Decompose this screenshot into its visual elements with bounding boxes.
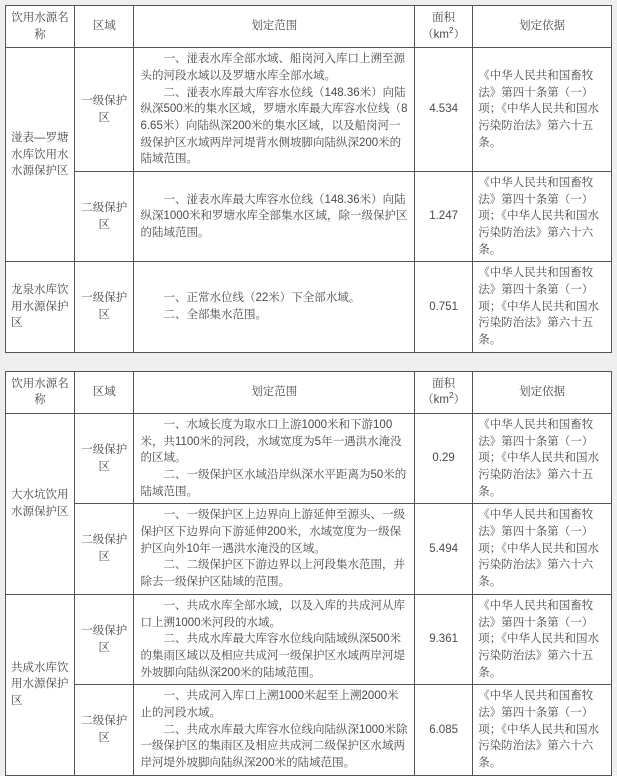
scope-paragraph: 一、一级保护区上边界向上游延伸至源头、一级保护区下边界向下游延伸200米，水域宽度为一级保护区向外10年一遇洪水淹没的区域。 [140,509,405,555]
table-row [6,685,612,775]
scope-cell [134,594,415,684]
area-header-unit [417,392,470,409]
table-row [6,594,612,684]
table-row [6,262,612,352]
scope-paragraph: 二、湴表水库最大库容水位线（148.36米）向陆纵深500米的集水区域，罗塘水库最大库容水位线（86.65米）向陆纵深200米的集水区域，以及船岗河一级保护区水域两岸河堤背水侧坡脚向陆纵深200米的陆域范围。 [140,86,408,166]
scope-cell [134,48,415,172]
area-unit-close: ） [453,28,466,41]
source-name-cell: 共成水库饮用水源保护区 [6,594,75,775]
zone-level-cell: 二级保护区 [75,685,134,775]
column-header-source-name: 饮用水源名称 [6,6,75,48]
scope-paragraph: 二、二级保护区下游边界以上河段集水范围，并除去一级保护区陆域的范围。 [140,559,405,589]
area-unit-close: ） [453,394,466,407]
scope-paragraph: 一、水域长度为取水口上游1000米和下游100米，共1100米的河段，水域宽度为5年一遇洪水淹没的区域。 [140,419,402,465]
column-header-source-name: 饮用水源名称 [6,371,75,413]
scope-paragraph: 二、一级保护区水域沿岸纵深水平距离为50米的陆域范围。 [140,469,407,498]
table-row [6,504,612,594]
column-header-zone: 区域 [75,6,134,48]
legal-basis-cell: 《中华人民共和国畜牧法》第四十条第（一）项；《中华人民共和国水污染防治法》第六十五条。 [473,48,612,172]
column-header-scope: 划定范围 [134,371,415,413]
scope-paragraph: 二、共成水库最大库容水位线向陆域纵深500米的集雨区域以及相应共成河一级保护区水域两岸河堤外坡脚向陆纵深200米的陆域范围。 [140,633,405,679]
zone-level-cell: 一级保护区 [75,48,134,172]
column-header-basis: 划定依据 [473,371,612,413]
scope-cell [134,504,415,594]
legal-basis-cell: 《中华人民共和国畜牧法》第四十条第（一）项；《中华人民共和国水污染防治法》第六十五条。 [473,594,612,684]
source-name-cell: 湴表—罗塘水库饮用水水源保护区 [6,48,75,262]
area-value-cell: 1.247 [415,172,473,262]
table-row [6,172,612,262]
area-unit-exponent: 2 [448,24,454,35]
area-value-cell: 0.29 [415,414,473,504]
column-header-zone: 区域 [75,371,134,413]
column-header-area [415,6,473,48]
zone-level-cell: 二级保护区 [75,504,134,594]
header-row [6,371,612,413]
source-name-cell: 大水坑饮用水源保护区 [6,414,75,595]
scope-paragraph: 一、湴表水库最大库容水位线（148.36米）向陆纵深1000米和罗塘水库全部集水区域，除一级保护区的陆域范围。 [140,193,408,240]
scope-cell [134,414,415,504]
area-value-cell: 5.494 [415,504,473,594]
water-source-table [5,5,612,353]
area-value-cell: 4.534 [415,48,473,172]
scope-cell [134,685,415,775]
area-unit-open: （km [422,394,449,407]
scope-paragraph: 一、共成河入库口上溯1000米起至上溯2000米止的河段水域。 [140,690,399,719]
legal-basis-cell: 《中华人民共和国畜牧法》第四十条第（一）项；《中华人民共和国水污染防治法》第六十六条。 [473,504,612,594]
source-name-cell: 龙泉水库饮用水源保护区 [6,262,75,352]
zone-level-cell: 一级保护区 [75,262,134,352]
scope-paragraph: 二、全部集水范围。 [163,309,267,322]
column-header-area [415,371,473,413]
table-row [6,48,612,172]
area-unit-open: （km [422,28,449,41]
area-unit-exponent: 2 [448,390,454,401]
zone-level-cell: 一级保护区 [75,414,134,504]
area-value-cell: 0.751 [415,262,473,352]
legal-basis-cell: 《中华人民共和国畜牧法》第四十条第（一）项；《中华人民共和国水污染防治法》第六十五条。 [473,262,612,352]
water-source-table [5,371,612,776]
scope-paragraph: 一、湴表水库全部水域、船岗河入库口上溯至源头的河段水域以及罗塘水库全部水域。 [140,53,405,83]
header-row [6,6,612,48]
column-header-scope: 划定范围 [134,6,415,48]
legal-basis-cell: 《中华人民共和国畜牧法》第四十条第（一）项；《中华人民共和国水污染防治法》第六十五条。 [473,414,612,504]
column-header-basis: 划定依据 [473,6,612,48]
tables-container [5,5,612,776]
zone-level-cell: 二级保护区 [75,172,134,262]
scope-cell [134,172,415,262]
area-header-label: 面积 [432,377,456,390]
scope-paragraph: 一、共成水库全部水域，以及入库的共成河从库口上溯1000米河段的水域。 [140,599,405,629]
area-value-cell: 6.085 [415,685,473,775]
scope-paragraph: 二、共成水库最大库容水位线向陆纵深1000米除一级保护区的集雨区及相应共成河二级保护区水域两岸河堤外坡脚向陆纵深200米的陆域范围。 [140,723,408,769]
legal-basis-cell: 《中华人民共和国畜牧法》第四十条第（一）项；《中华人民共和国水污染防治法》第六十六条。 [473,172,612,262]
scope-cell [134,262,415,352]
area-header-unit [417,24,470,44]
zone-level-cell: 一级保护区 [75,594,134,684]
area-header-label: 面积 [432,12,456,24]
table-row [6,414,612,504]
scope-paragraph: 一、正常水位线（22米）下全部水域。 [163,292,361,305]
area-value-cell: 9.361 [415,594,473,684]
legal-basis-cell: 《中华人民共和国畜牧法》第四十条第（一）项；《中华人民共和国水污染防治法》第六十六条。 [473,685,612,775]
